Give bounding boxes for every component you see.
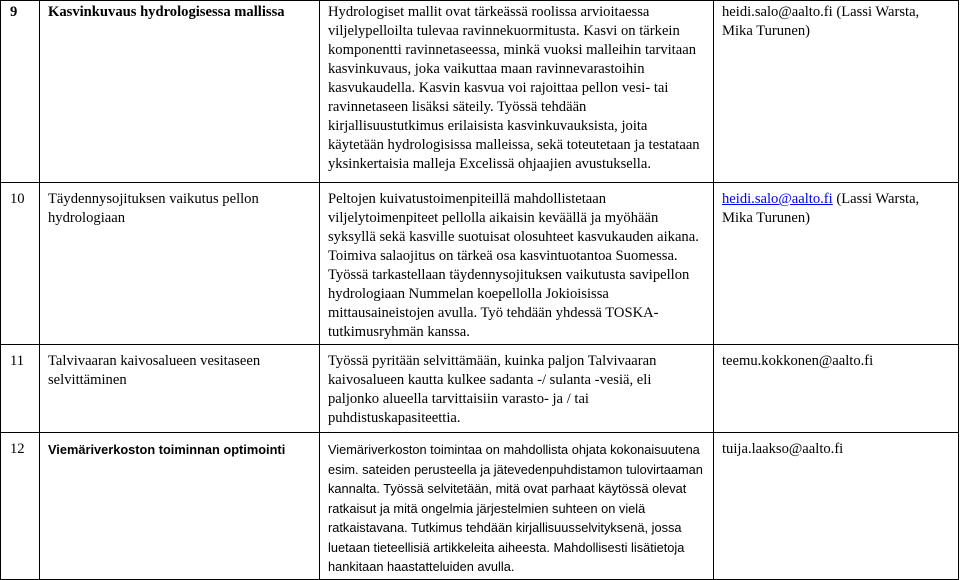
topic-title: Talvivaaran kaivosalueen vesitaseen selvittäminen xyxy=(40,345,320,433)
topic-description: Hydrologiset mallit ovat tärkeässä roolissa arvioitaessa viljelypelloilta tulevaa ravinnekuormitusta. Kasvi on tärkein komponentti ravinnetaseessa, minkä vuoksi malleihin tarvitaan kasvinkuvaus, joka vaikuttaa maan ravinnevarastoihin kasvukaudella. Kasvin kasvua voi rajoittaa pellon vesi- tai ravinnetaseen lisäksi säteily. Työssä tehdään kirjallisuustutkimus erilaisista kasvinkuvauksista, joita käytetään hydrologisissa malleissa, sekä toteutetaan ja testataan yksinkertaisia malleja Excelissä ohjaajien avustuksella. xyxy=(320,1,714,183)
topic-contact xyxy=(714,183,959,345)
topic-number: 11 xyxy=(1,345,40,433)
contact-names: (Lassi Warsta, Mika Turunen) xyxy=(722,4,920,39)
topic-description: Peltojen kuivatustoimenpiteillä mahdollistetaan viljelytoimenpiteet pellolla aikaisin keväällä ja myöhään syksyllä sekä kasville suotuisat olosuhteet kasvukauden aikana. Toimiva salaojitus on tärkeä osa kasvintuotantoa Suomessa. Työssä tarkastellaan täydennysojituksen vaikutusta savipellon hydrologiaan Nummelan koepellolla Jokioisissa mittausaineistojen avulla. Työ tehdään yhdessä TOSKA-tutkimusryhmän kanssa. xyxy=(320,183,714,345)
topic-number: 10 xyxy=(1,183,40,345)
topic-contact xyxy=(714,1,959,183)
topic-description: Viemäriverkoston toimintaa on mahdollista ohjata kokonaisuutena esim. sateiden perusteella ja jätevedenpuhdistamon tulovirtaaman kannalta. Työssä selvitetään, mitä ovat parhaat käytössä olevat ratkaisut ja mitä ongelmia järjestelmien suhteen on vielä ratkaistavana. Tutkimus tehdään kirjallisuusselvityksenä, jossa luetaan tieteellisiä artikkeleita aiheesta. Mahdollisesti lisätietoja hankitaan haastatteluiden avulla. xyxy=(320,433,714,580)
table-row xyxy=(1,433,959,580)
topic-contact xyxy=(714,433,959,580)
topic-number: 12 xyxy=(1,433,40,580)
contact-email-link[interactable]: heidi.salo@aalto.fi xyxy=(722,191,833,207)
topic-title: Kasvinkuvaus hydrologisessa mallissa xyxy=(40,1,320,183)
topic-description: Työssä pyritään selvittämään, kuinka paljon Talvivaaran kaivosalueen kautta kulkee sadanta -/ sulanta -vesiä, eli paljonko alueella tarvittaisiin varasto- ja / tai puhdistuskapasiteettia. xyxy=(320,345,714,433)
table-row xyxy=(1,183,959,345)
topic-number: 9 xyxy=(1,1,40,183)
table-row xyxy=(1,345,959,433)
topic-title: Täydennysojituksen vaikutus pellon hydrologiaan xyxy=(40,183,320,345)
topic-title: Viemäriverkoston toiminnan optimointi xyxy=(40,433,320,580)
contact-email[interactable]: heidi.salo@aalto.fi xyxy=(722,4,833,20)
topic-contact xyxy=(714,345,959,433)
contact-names: (Lassi Warsta, Mika Turunen) xyxy=(722,191,920,226)
table-row xyxy=(1,1,959,183)
contact-email[interactable]: tuija.laakso@aalto.fi xyxy=(722,441,844,457)
contact-email[interactable]: teemu.kokkonen@aalto.fi xyxy=(722,353,874,369)
